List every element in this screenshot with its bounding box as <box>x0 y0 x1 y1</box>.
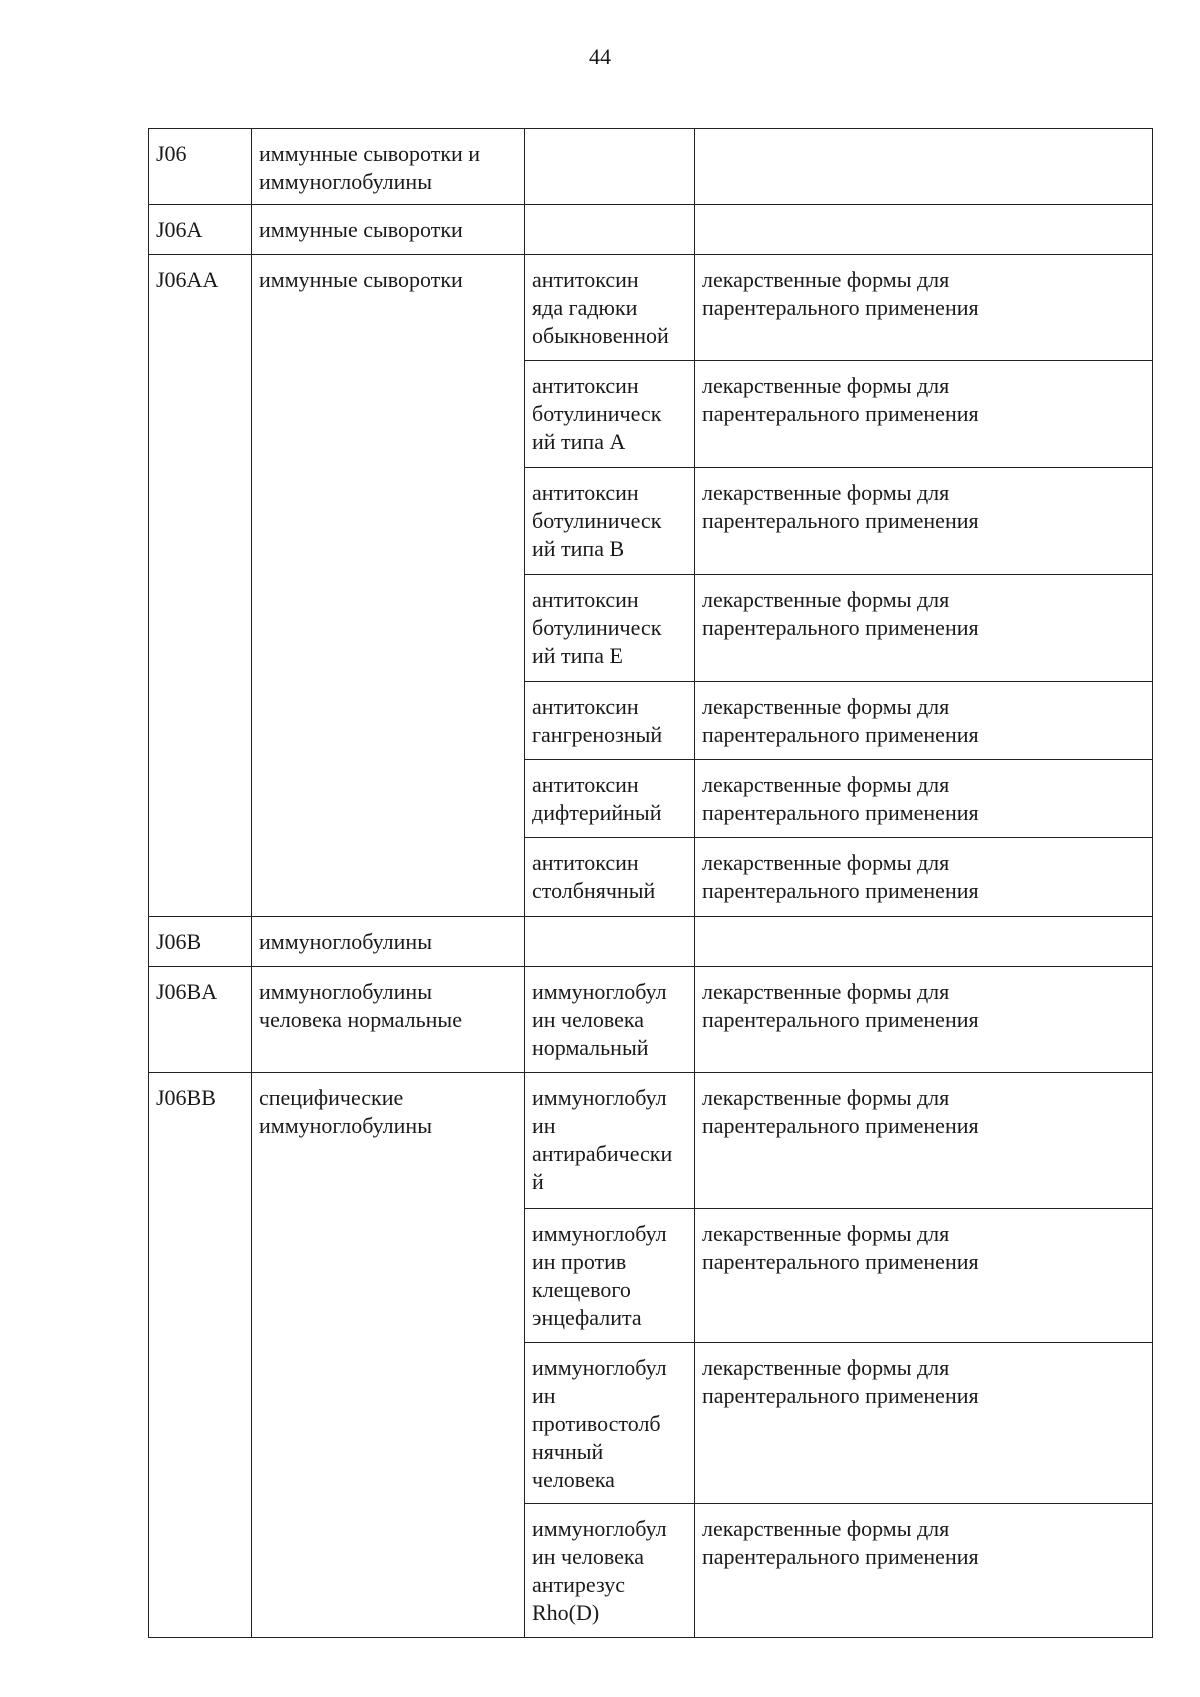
table-row <box>149 255 1153 361</box>
dosage-form-cell: лекарственные формы для парентерального применения <box>695 361 1153 468</box>
drug-name-cell <box>525 129 695 205</box>
dosage-form-cell <box>695 917 1153 967</box>
atc-classification-table <box>148 128 1153 1638</box>
drug-name-cell: иммуноглобул ин противостолб нячный человека <box>525 1343 695 1504</box>
drug-name-cell: антитоксин гангренозный <box>525 682 695 760</box>
group-name-cell: специфические иммуноглобулины <box>252 1073 525 1638</box>
group-name-cell: иммунные сыворотки <box>252 205 525 255</box>
dosage-form-cell: лекарственные формы для парентерального применения <box>695 575 1153 682</box>
group-name-cell: иммунные сыворотки <box>252 255 525 917</box>
dosage-form-cell: лекарственные формы для парентерального применения <box>695 1209 1153 1343</box>
atc-code-cell: J06B <box>149 917 252 967</box>
dosage-form-cell: лекарственные формы для парентерального применения <box>695 682 1153 760</box>
drug-name-cell: антитоксин ботулиническ ий типа А <box>525 361 695 468</box>
dosage-form-cell: лекарственные формы для парентерального применения <box>695 468 1153 575</box>
dosage-form-cell <box>695 205 1153 255</box>
table-row <box>149 917 1153 967</box>
drug-name-cell: иммуноглобул ин человека антирезус Rho(D) <box>525 1504 695 1638</box>
drug-name-cell: антитоксин ботулиническ ий типа Е <box>525 575 695 682</box>
table-row <box>149 1073 1153 1209</box>
page-number: 44 <box>589 44 611 69</box>
drug-name-cell: иммуноглобул ин против клещевого энцефалита <box>525 1209 695 1343</box>
table-row <box>149 205 1153 255</box>
drug-name-cell: иммуноглобул ин человека нормальный <box>525 967 695 1073</box>
dosage-form-cell: лекарственные формы для парентерального применения <box>695 967 1153 1073</box>
drug-name-cell <box>525 205 695 255</box>
table-row <box>149 967 1153 1073</box>
drug-name-cell: антитоксин столбнячный <box>525 838 695 917</box>
group-name-cell: иммуноглобулины человека нормальные <box>252 967 525 1073</box>
atc-code-cell: J06A <box>149 205 252 255</box>
dosage-form-cell: лекарственные формы для парентерального применения <box>695 1343 1153 1504</box>
drug-name-cell: антитоксин дифтерийный <box>525 760 695 838</box>
atc-code-cell: J06BB <box>149 1073 252 1638</box>
atc-code-cell: J06BA <box>149 967 252 1073</box>
group-name-cell: иммуноглобулины <box>252 917 525 967</box>
group-name-cell: иммунные сыворотки и иммуноглобулины <box>252 129 525 205</box>
dosage-form-cell: лекарственные формы для парентерального применения <box>695 255 1153 361</box>
atc-code-cell: J06AA <box>149 255 252 917</box>
drug-name-cell: антитоксин ботулиническ ий типа В <box>525 468 695 575</box>
atc-code-cell: J06 <box>149 129 252 205</box>
dosage-form-cell: лекарственные формы для парентерального применения <box>695 1073 1153 1209</box>
dosage-form-cell: лекарственные формы для парентерального применения <box>695 1504 1153 1638</box>
drug-name-cell: иммуноглобул ин антирабически й <box>525 1073 695 1209</box>
dosage-form-cell: лекарственные формы для парентерального применения <box>695 838 1153 917</box>
dosage-form-cell: лекарственные формы для парентерального применения <box>695 760 1153 838</box>
drug-name-cell: антитоксин яда гадюки обыкновенной <box>525 255 695 361</box>
dosage-form-cell <box>695 129 1153 205</box>
table-row <box>149 129 1153 205</box>
drug-name-cell <box>525 917 695 967</box>
